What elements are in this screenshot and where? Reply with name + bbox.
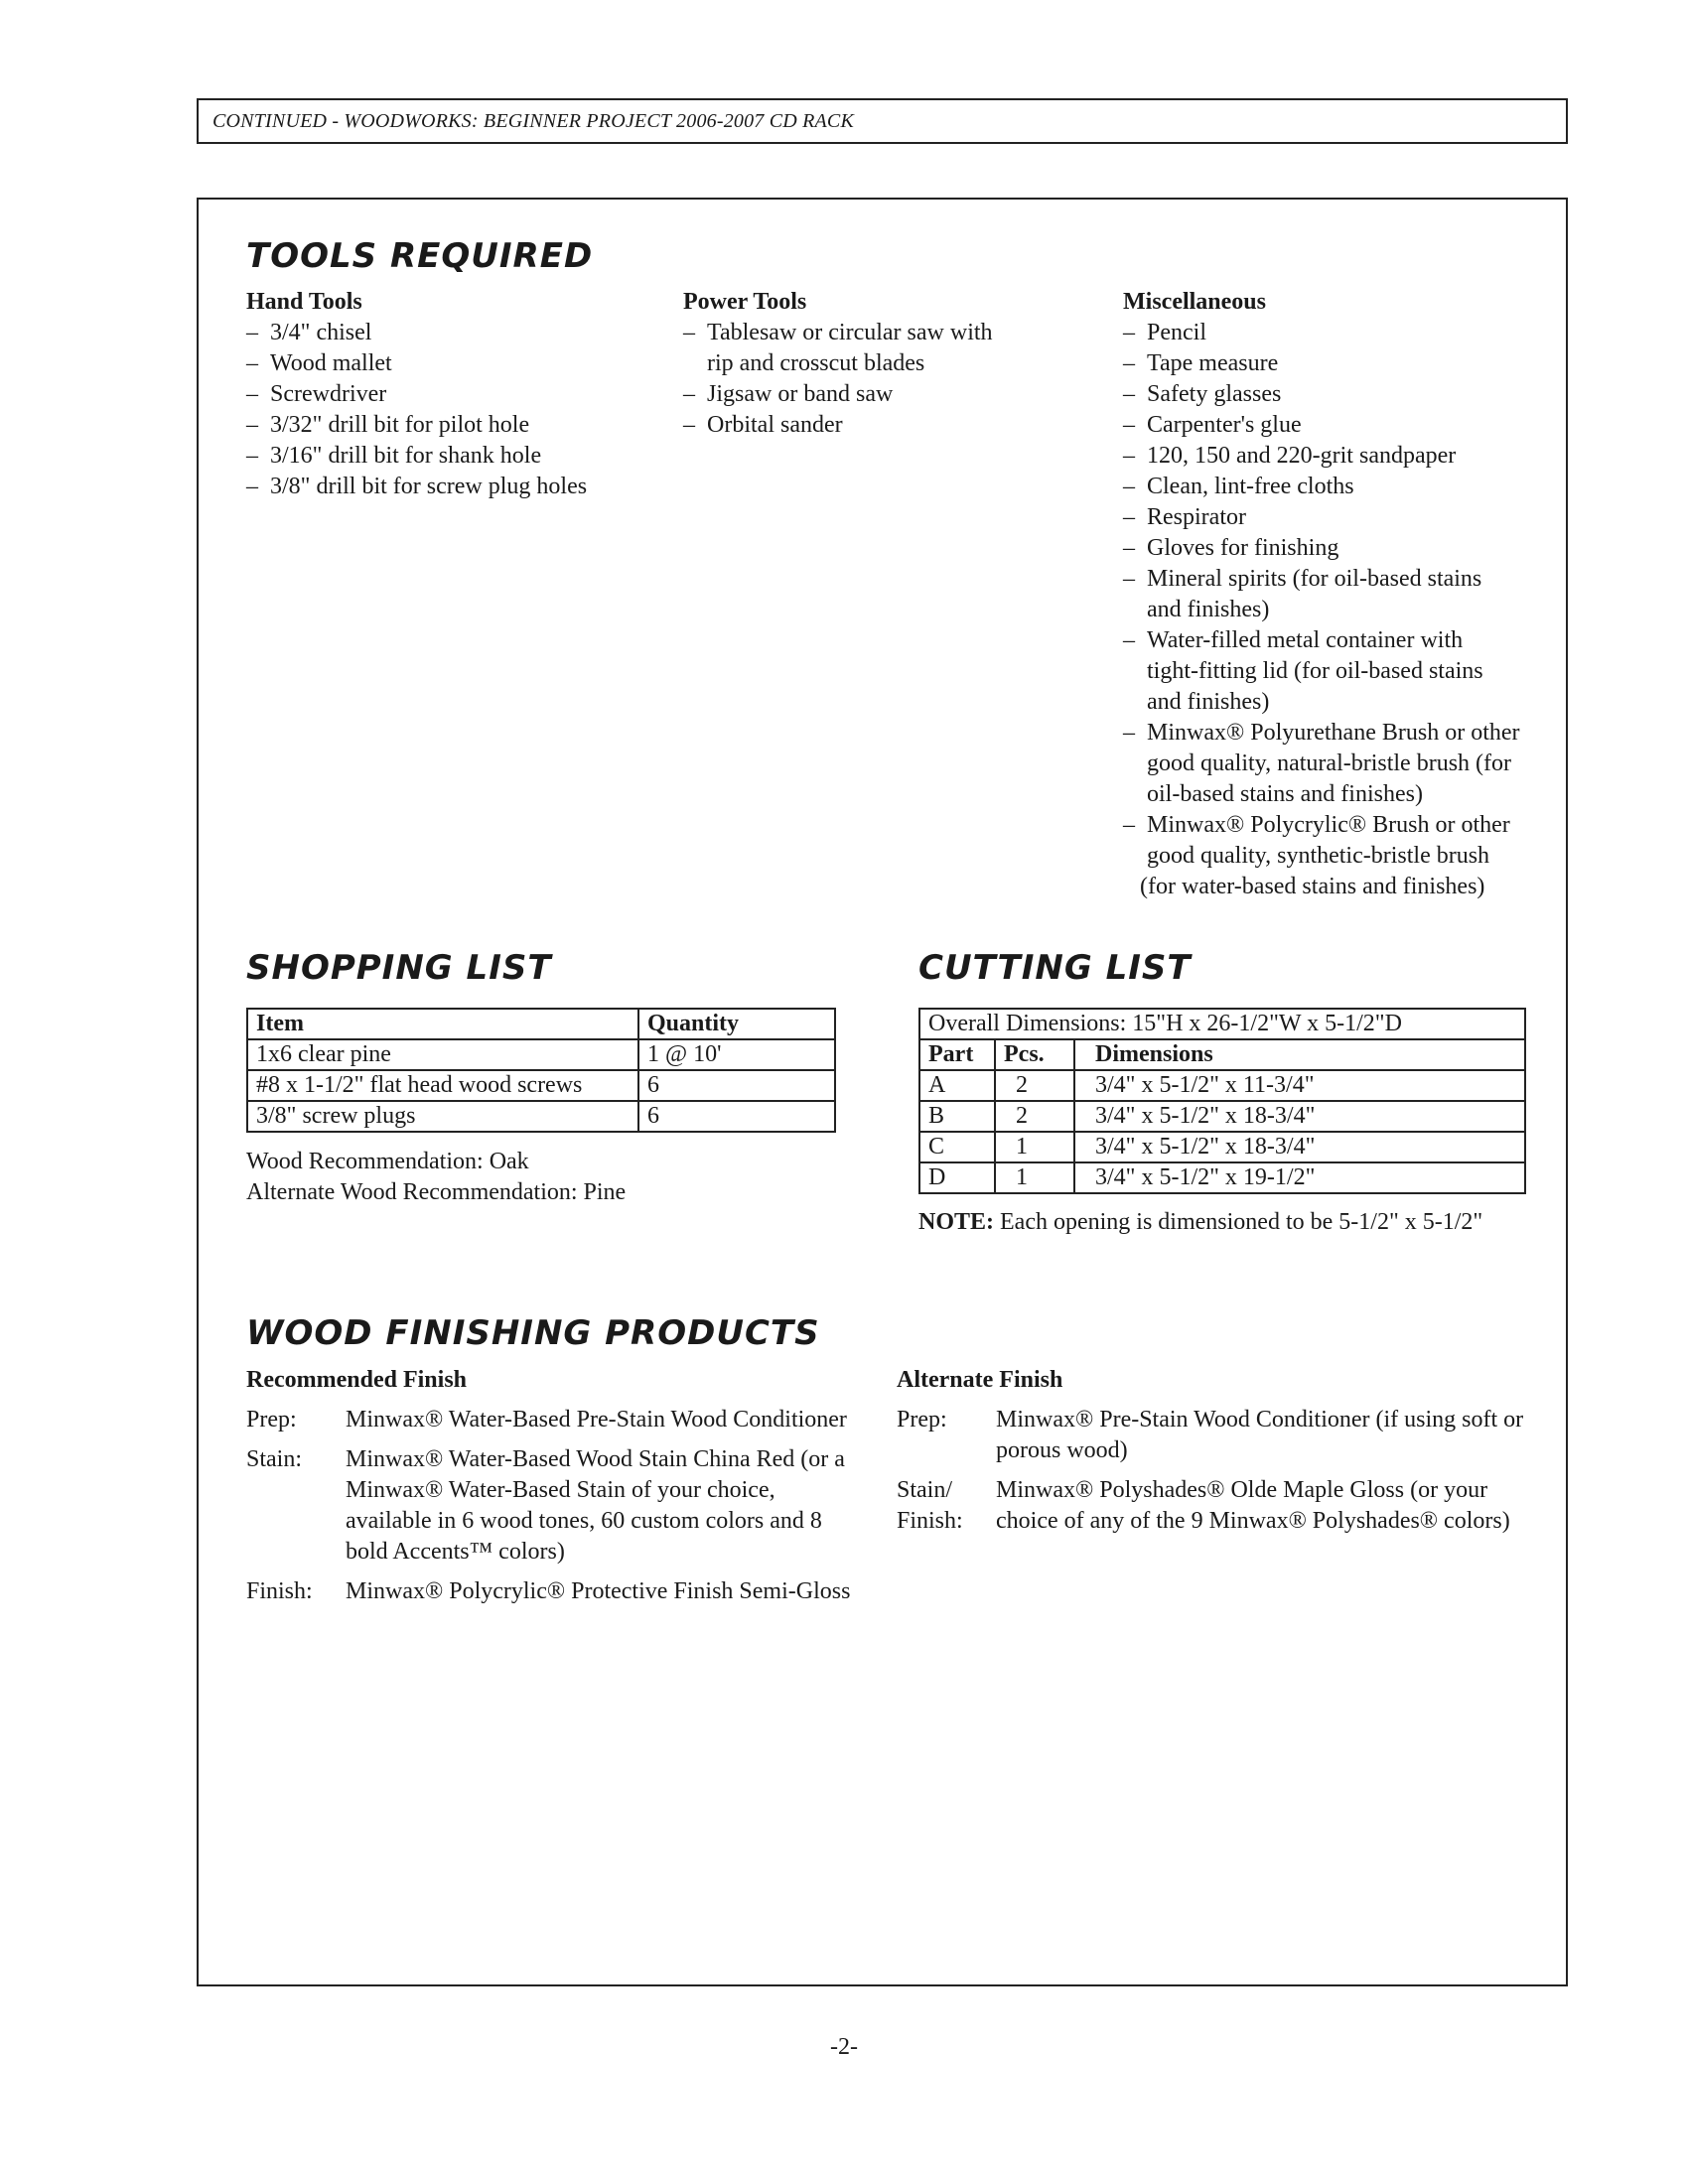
table-cell: 1 xyxy=(995,1162,1074,1193)
table-cell: 1x6 clear pine xyxy=(247,1039,638,1070)
list-item: – Wood mallet xyxy=(246,348,663,379)
list-item: – Safety glasses xyxy=(1123,379,1560,410)
power-tools-list xyxy=(683,318,1080,441)
table-header-row xyxy=(247,1009,835,1039)
finish-row xyxy=(246,1576,864,1607)
power-tools-column xyxy=(683,287,1080,441)
page-header xyxy=(197,98,1568,144)
list-item: – Jigsaw or band saw xyxy=(683,379,1080,410)
table-cell: 2 xyxy=(995,1101,1074,1132)
recommended-finish xyxy=(246,1365,864,1607)
finish-label: Stain/ Finish: xyxy=(897,1477,963,1534)
recommended-finish-heading: Recommended Finish xyxy=(246,1367,467,1393)
list-item: and finishes) xyxy=(1147,689,1270,715)
misc-tools-column xyxy=(1123,287,1560,902)
shopping-title: SHOPPING LIST xyxy=(246,948,552,988)
misc-heading: Miscellaneous xyxy=(1123,289,1266,315)
table-cell: B xyxy=(919,1101,995,1132)
alternate-wood-recommendation: Alternate Wood Recommendation: Pine xyxy=(246,1179,627,1205)
finishing-title: WOOD FINISHING PRODUCTS xyxy=(246,1313,820,1353)
list-item: good quality, synthetic-bristle brush xyxy=(1147,843,1490,869)
table-cell: 3/8" screw plugs xyxy=(247,1101,638,1132)
list-item: – Clean, lint-free cloths xyxy=(1123,472,1560,502)
list-item: – Mineral spirits (for oil-based stains xyxy=(1123,564,1560,595)
cutting-table xyxy=(918,1008,1526,1194)
column-header: Item xyxy=(247,1009,638,1039)
table-cell: 6 xyxy=(638,1101,835,1132)
table-cell: 6 xyxy=(638,1070,835,1101)
table-cell: 3/4" x 5-1/2" x 18-3/4" xyxy=(1074,1132,1525,1162)
finish-value: Minwax® Polyshades® Olde Maple Gloss (or your choice of any of the 9 Minwax® Polyshades® colors) xyxy=(996,1477,1510,1534)
finish-value: Minwax® Water-Based Wood Stain China Red (or a Minwax® Water-Based Stain of your choice, available in 6 wood tones, 60 custom colors and 8 bold Accents™ colors) xyxy=(346,1446,845,1565)
list-item: – 120, 150 and 220-grit sandpaper xyxy=(1123,441,1560,472)
finish-label: Stain: xyxy=(246,1446,303,1472)
finish-value: Minwax® Polycrylic® Protective Finish Semi-Gloss xyxy=(346,1578,851,1604)
table-row xyxy=(247,1101,835,1132)
hand-tools-list xyxy=(246,318,663,502)
alternate-finish-heading: Alternate Finish xyxy=(897,1367,1063,1393)
list-item: – 3/4" chisel xyxy=(246,318,663,348)
wood-recommendations xyxy=(246,1147,626,1208)
list-item: and finishes) xyxy=(1147,597,1270,622)
cutting-title: CUTTING LIST xyxy=(918,948,1192,988)
column-header: Part xyxy=(919,1039,995,1070)
finish-row xyxy=(897,1475,1528,1537)
table-cell: 3/4" x 5-1/2" x 18-3/4" xyxy=(1074,1101,1525,1132)
table-cell: #8 x 1-1/2" flat head wood screws xyxy=(247,1070,638,1101)
list-item: – Orbital sander xyxy=(683,410,1080,441)
list-item: – 3/32" drill bit for pilot hole xyxy=(246,410,663,441)
table-row xyxy=(919,1101,1525,1132)
finish-label: Prep: xyxy=(246,1407,297,1433)
table-row xyxy=(247,1070,835,1101)
list-item: – Respirator xyxy=(1123,502,1560,533)
table-cell: A xyxy=(919,1070,995,1101)
table-cell: C xyxy=(919,1132,995,1162)
table-row xyxy=(919,1132,1525,1162)
note-text: Each opening is dimensioned to be 5-1/2" x 5-1/2" xyxy=(994,1209,1483,1235)
list-item: rip and crosscut blades xyxy=(707,350,925,376)
misc-list xyxy=(1123,318,1560,902)
list-item: – Pencil xyxy=(1123,318,1560,348)
table-overall-row xyxy=(919,1009,1525,1039)
list-item: tight-fitting lid (for oil-based stains xyxy=(1147,658,1483,684)
finish-row xyxy=(897,1405,1528,1466)
column-header: Dimensions xyxy=(1074,1039,1525,1070)
table-cell: D xyxy=(919,1162,995,1193)
table-cell: 3/4" x 5-1/2" x 11-3/4" xyxy=(1074,1070,1525,1101)
table-cell: 1 @ 10' xyxy=(638,1039,835,1070)
header-text: CONTINUED - WOODWORKS: BEGINNER PROJECT 2006-2007 CD RACK xyxy=(212,110,854,132)
table-row xyxy=(247,1039,835,1070)
list-item: oil-based stains and finishes) xyxy=(1147,781,1423,807)
list-item: – Tape measure xyxy=(1123,348,1560,379)
table-cell: 2 xyxy=(995,1070,1074,1101)
list-item: – Minwax® Polycrylic® Brush or other xyxy=(1123,810,1560,841)
list-item: – Tablesaw or circular saw with xyxy=(683,318,1080,348)
note-label: NOTE: xyxy=(918,1209,995,1235)
table-row xyxy=(919,1070,1525,1101)
list-item: – Screwdriver xyxy=(246,379,663,410)
column-header: Quantity xyxy=(638,1009,835,1039)
wood-recommendation: Wood Recommendation: Oak xyxy=(246,1149,529,1174)
alternate-finish xyxy=(897,1365,1528,1537)
table-row xyxy=(919,1162,1525,1193)
hand-tools-heading: Hand Tools xyxy=(246,289,362,315)
list-item: (for water-based stains and finishes) xyxy=(1140,874,1485,899)
list-item: – Gloves for finishing xyxy=(1123,533,1560,564)
cutting-note xyxy=(918,1207,1482,1238)
page-number: -2- xyxy=(830,2034,858,2060)
finish-row xyxy=(246,1405,864,1435)
overall-dimensions: Overall Dimensions: 15"H x 26-1/2"W x 5-1/2"D xyxy=(919,1009,1525,1039)
finish-label: Prep: xyxy=(897,1407,947,1433)
list-item: – Carpenter's glue xyxy=(1123,410,1560,441)
column-header: Pcs. xyxy=(995,1039,1074,1070)
table-header-row xyxy=(919,1039,1525,1070)
hand-tools-column xyxy=(246,287,663,502)
list-item: – 3/16" drill bit for shank hole xyxy=(246,441,663,472)
shopping-table xyxy=(246,1008,836,1133)
power-tools-heading: Power Tools xyxy=(683,289,807,315)
list-item: good quality, natural-bristle brush (for xyxy=(1147,751,1512,776)
finish-row xyxy=(246,1444,864,1568)
tools-title: TOOLS REQUIRED xyxy=(246,236,594,276)
finish-label: Finish: xyxy=(246,1578,313,1604)
list-item: – Water-filled metal container with xyxy=(1123,625,1560,656)
list-item: – 3/8" drill bit for screw plug holes xyxy=(246,472,663,502)
table-cell: 1 xyxy=(995,1132,1074,1162)
finish-value: Minwax® Pre-Stain Wood Conditioner (if using soft or porous wood) xyxy=(996,1407,1524,1463)
finish-value: Minwax® Water-Based Pre-Stain Wood Conditioner xyxy=(346,1407,847,1433)
table-cell: 3/4" x 5-1/2" x 19-1/2" xyxy=(1074,1162,1525,1193)
list-item: – Minwax® Polyurethane Brush or other xyxy=(1123,718,1560,749)
